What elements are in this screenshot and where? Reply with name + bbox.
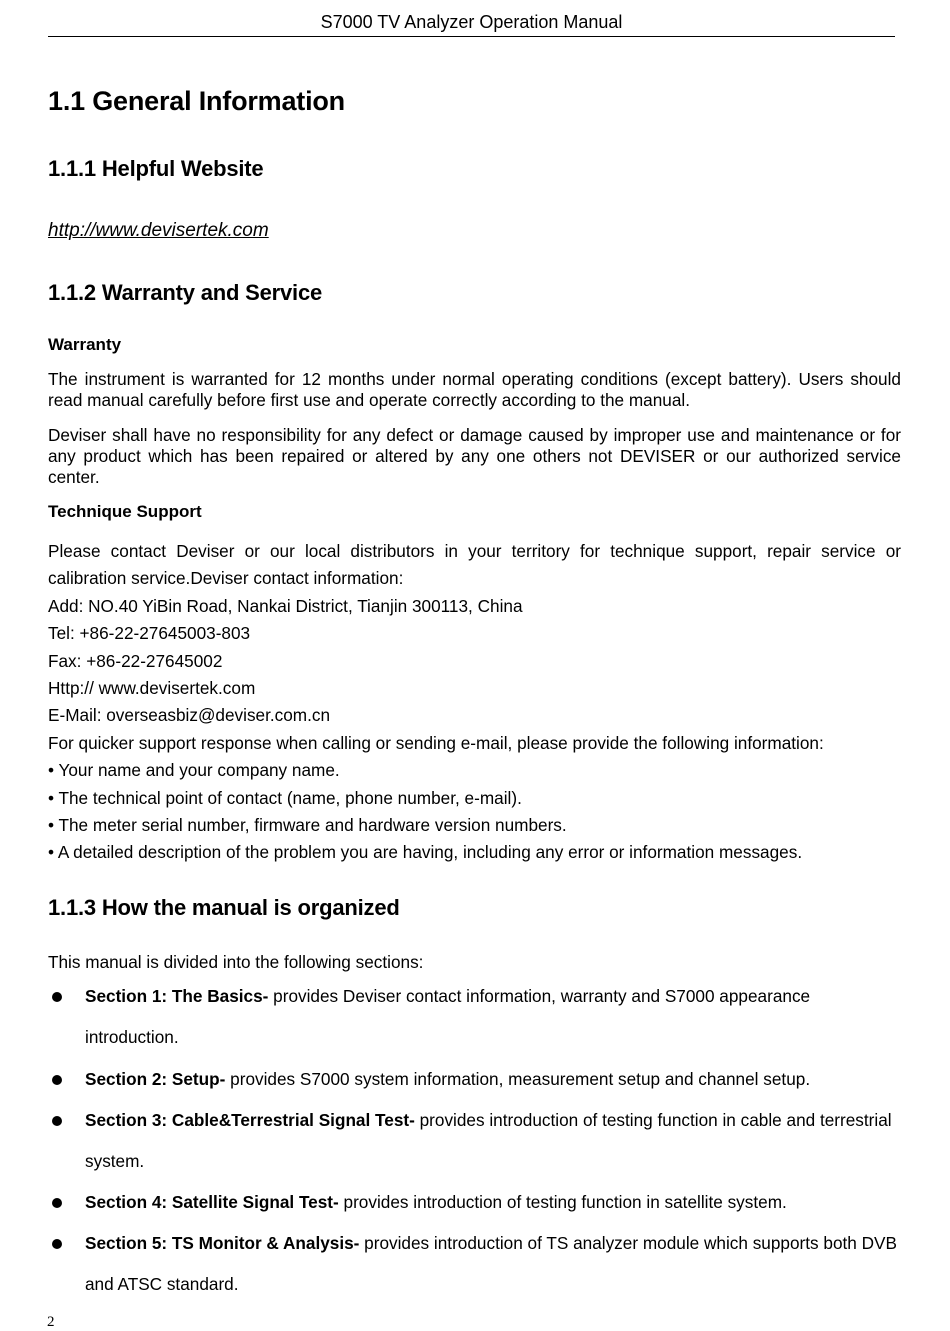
section-list-item — [48, 1100, 901, 1182]
warranty-service-heading: 1.1.2 Warranty and Service — [48, 280, 323, 305]
section-list-item — [48, 976, 901, 1058]
section-description: provides S7000 system information, measurement setup and channel setup. — [225, 1069, 811, 1089]
http-line: Http:// www.devisertek.com — [48, 677, 256, 698]
bullet-icon — [52, 1075, 62, 1085]
email-line: E-Mail: overseasbiz@deviser.com.cn — [48, 705, 331, 726]
support-request-line: For quicker support response when calling or sending e-mail, please provide the following information: — [48, 732, 824, 753]
technique-support-subheading: Technique Support — [48, 502, 202, 521]
support-line: calibration service.Deviser contact information: — [48, 568, 404, 589]
section-description: provides Deviser contact information, warranty and S7000 appearance introduction. — [85, 986, 811, 1047]
section-list-item — [48, 1182, 901, 1223]
manual-organization-heading: 1.1.3 How the manual is organized — [48, 895, 400, 920]
section-description: provides introduction of testing function in satellite system. — [338, 1192, 787, 1212]
bullet-icon — [52, 1198, 62, 1208]
support-bullet: • The meter serial number, firmware and hardware version numbers. — [48, 814, 567, 835]
section-label: Section 2: Setup- — [85, 1069, 226, 1089]
section-list-item — [48, 1223, 901, 1305]
sections-intro: This manual is divided into the following sections: — [48, 952, 424, 972]
section-title: 1.1 General Information — [48, 86, 345, 116]
contact-info — [48, 538, 901, 867]
website-link[interactable]: http://www.devisertek.com — [48, 220, 269, 241]
header-divider — [48, 36, 895, 37]
bullet-icon — [52, 1116, 62, 1126]
section-label: Section 3: Cable&Terrestrial Signal Test- — [85, 1110, 415, 1130]
section-description: provides introduction of testing function in cable and terrestrial system. — [85, 1110, 892, 1171]
bullet-icon — [52, 992, 62, 1002]
bullet-icon — [52, 1239, 62, 1249]
support-bullet: • The technical point of contact (name, phone number, e-mail). — [48, 787, 522, 808]
warranty-paragraph-2: Deviser shall have no responsibility for any defect or damage caused by improper use and maintenance or for any product which has been repaired or altered by any one others not DEVISER or our authorized service center. — [48, 425, 901, 487]
address-line: Add: NO.40 YiBin Road, Nankai District, Tianjin 300113, China — [48, 595, 523, 616]
section-label: Section 1: The Basics- — [85, 986, 269, 1006]
phone-line: Tel: +86-22-27645003-803 — [48, 623, 251, 644]
section-label: Section 4: Satellite Signal Test- — [85, 1192, 339, 1212]
support-bullet: • Your name and your company name. — [48, 760, 340, 781]
section-list-item — [48, 1059, 901, 1100]
section-label: Section 5: TS Monitor & Analysis- — [85, 1233, 360, 1253]
section-description: provides introduction of TS analyzer module which supports both DVB and ATSC standard. — [85, 1233, 897, 1294]
page-number: 2 — [47, 1314, 55, 1330]
running-header: S7000 TV Analyzer Operation Manual — [320, 12, 623, 32]
fax-line: Fax: +86-22-27645002 — [48, 650, 223, 671]
warranty-subheading: Warranty — [48, 335, 122, 354]
warranty-paragraph-1: The instrument is warranted for 12 months under normal operating conditions (except battery). Users should read manual carefully before first use and operate correctly according to the manual. — [48, 369, 901, 410]
helpful-website-heading: 1.1.1 Helpful Website — [48, 156, 264, 181]
support-line: Please contact Deviser or our local distributors in your territory for technique support, repair service or — [48, 541, 901, 561]
support-bullet: • A detailed description of the problem you are having, including any error or information messages. — [48, 842, 803, 863]
